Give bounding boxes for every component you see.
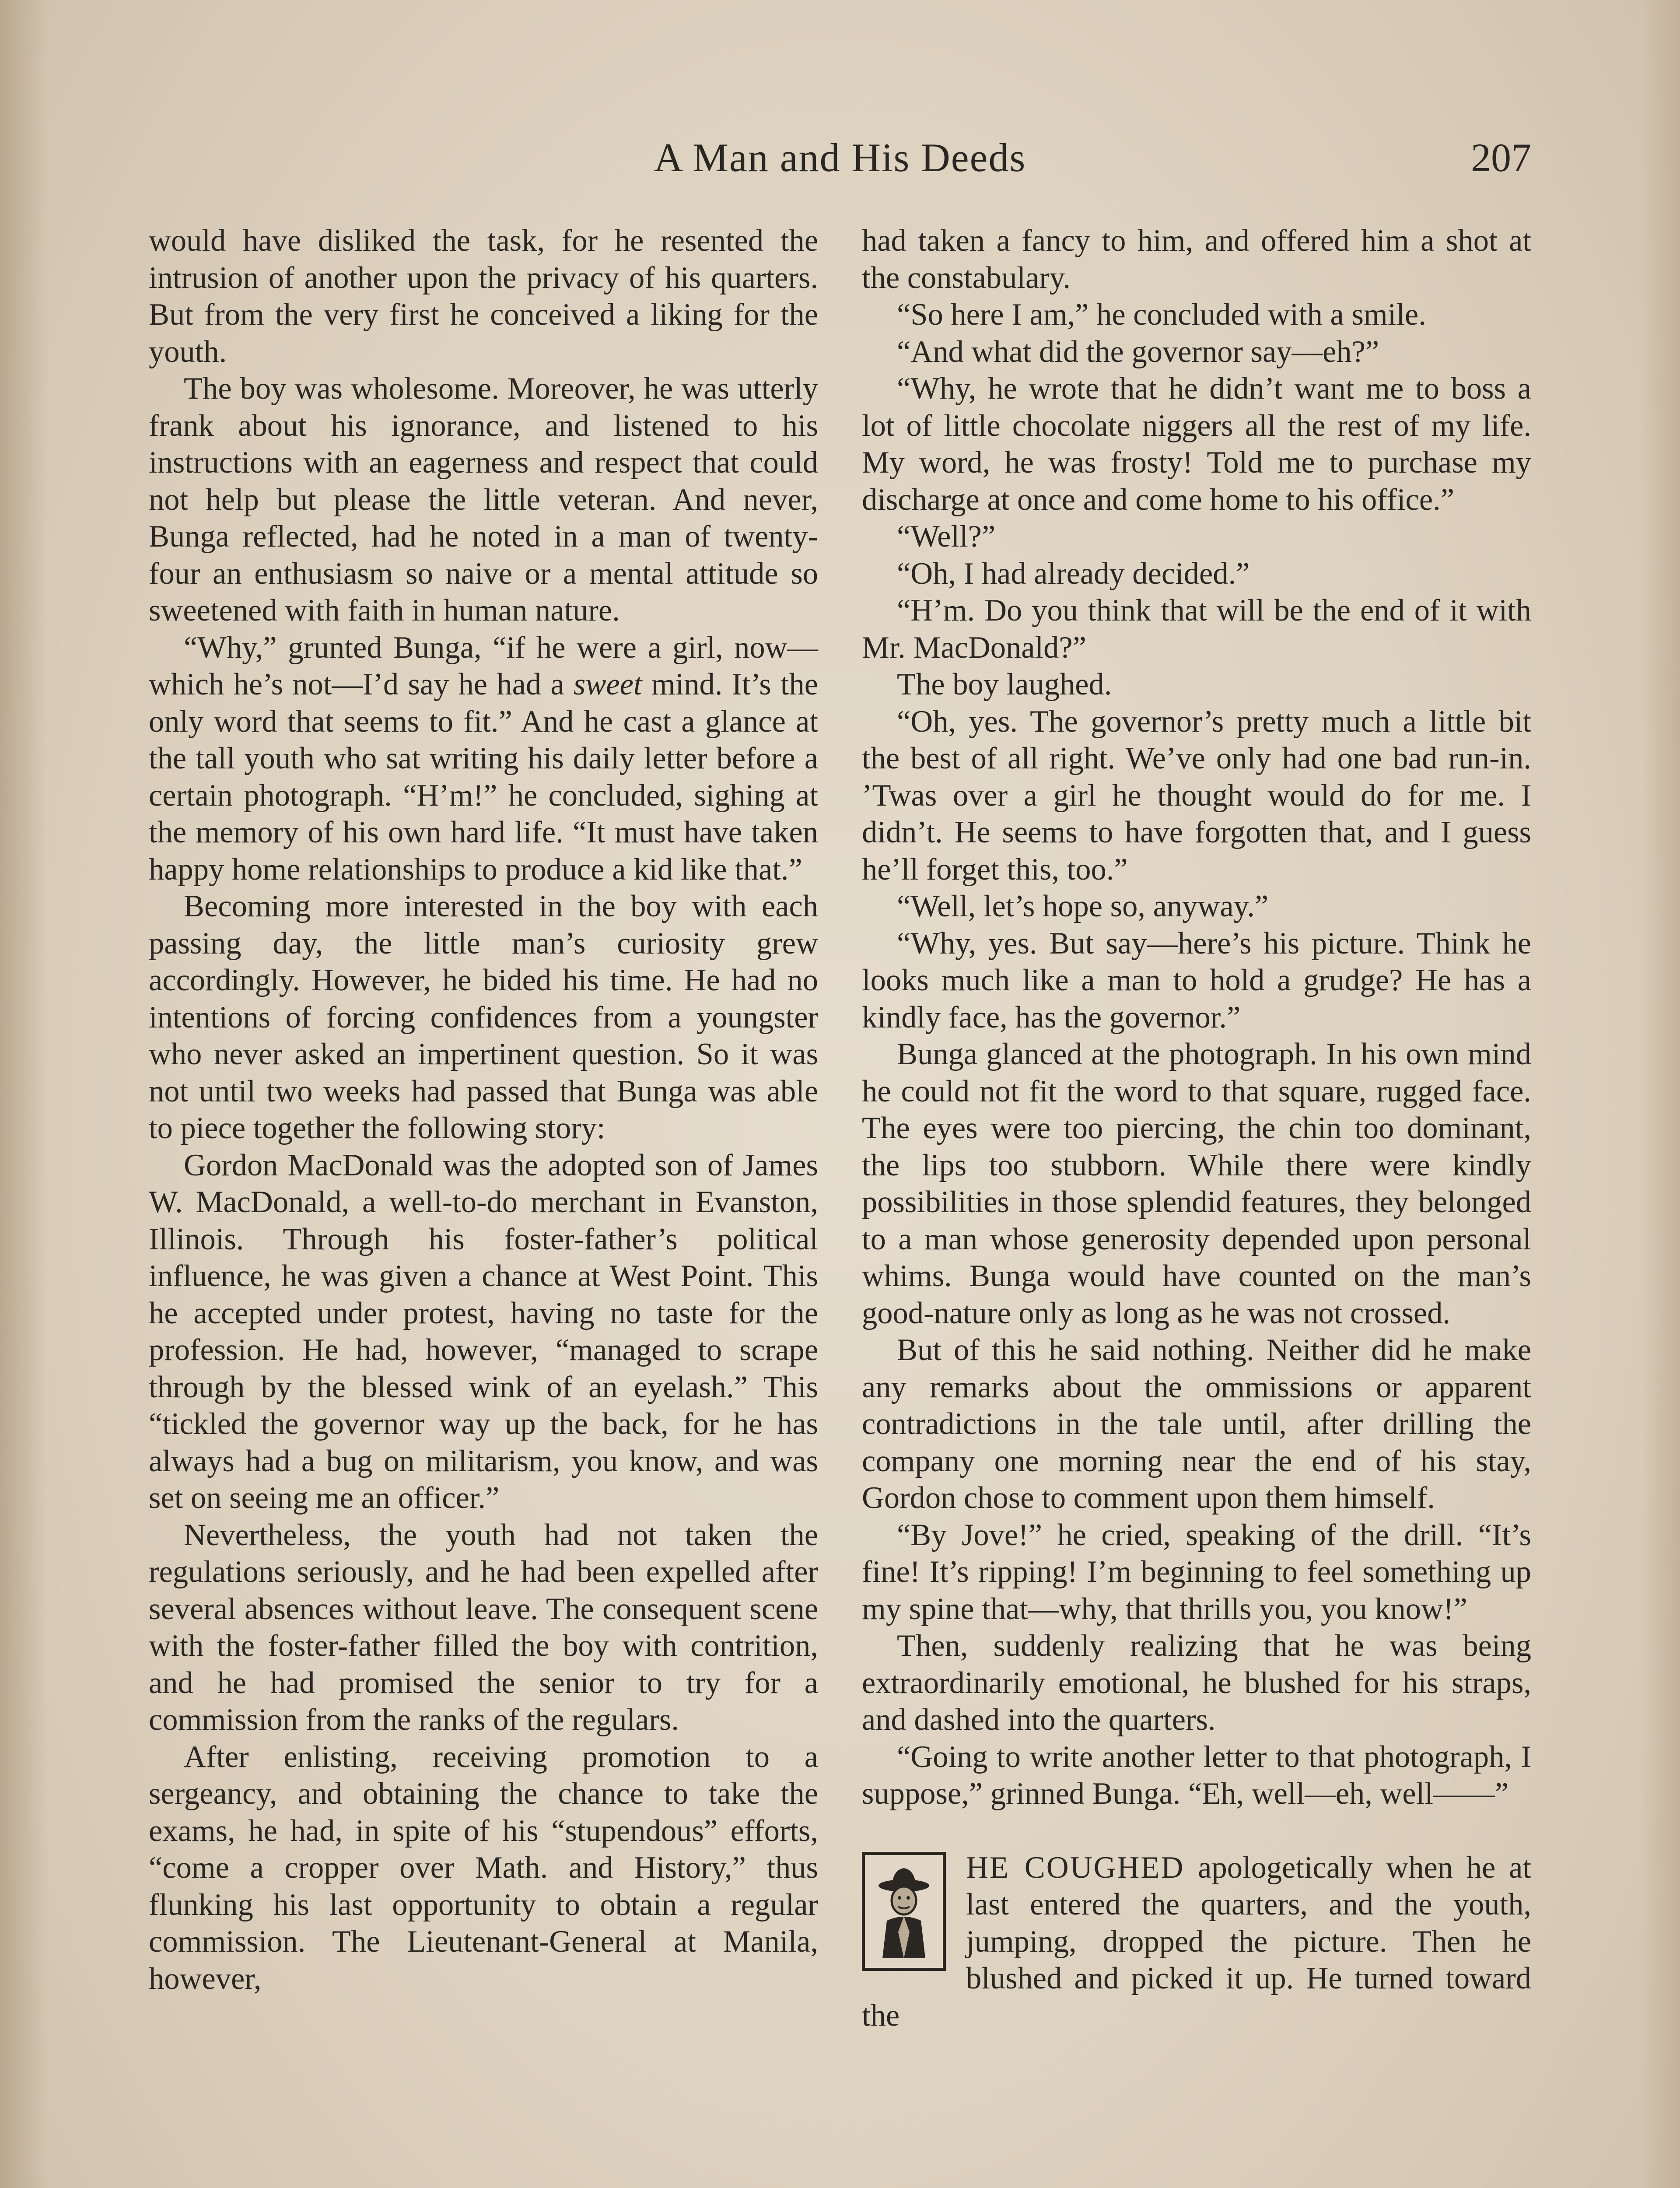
paragraph <box>862 1849 1531 2034</box>
paragraph-text: mind. It’s the only word that seems to fit.” And he cast a glance at the tall youth who sat writing his daily letter before a certain photograph. “H’m!” he concluded, sighing at the memory of his own hard life. “It must have taken happy home relationships to produce a kid like that.” <box>149 667 818 887</box>
paragraph: Nevertheless, the youth had not taken the regulations seriously, and he had been expelled after several absences without leave. The consequent scene with the foster-father filled the boy with contrition, and he had promised the senior to try for a commission from the ranks of the regulars. <box>149 1518 818 1737</box>
paragraph: Bunga glanced at the photograph. In his own mind he could not fit the word to that square, rugged face. The eyes were too piercing, the chin too dominant, the lips too stubborn. While there were kindly possibilities in those splendid features, they belonged to a man whose generosity depended upon personal whims. Bunga would have counted on the man’s good-nature only as long as he was not crossed. <box>862 1037 1531 1330</box>
paragraph-text: apologetically when he at last entered the quarters, and the youth, jumping, dropped the picture. Then he blushed and picked it up. He turned toward the <box>862 1850 1531 2033</box>
emphasis-text: sweet <box>573 667 642 701</box>
paragraph: “Well, let’s hope so, anyway.” <box>897 889 1269 923</box>
paragraph: “By Jove!” he cried, speaking of the drill. “It’s fine! It’s ripping! I’m beginning to feel something up my spine that—why, that thrills you, you know!” <box>862 1518 1531 1626</box>
paragraph: “Why, he wrote that he didn’t want me to boss a lot of little chocolate niggers all the rest of my life. My word, he was frosty! Told me to purchase my discharge at once and come home to his office.” <box>862 372 1531 517</box>
running-title: A Man and His Deeds <box>654 135 1026 180</box>
paragraph: “Why, yes. But say—here’s his picture. Think he looks much like a man to hold a grudge? He has a kindly face, has the governor.” <box>862 926 1531 1034</box>
right-column <box>862 222 1531 2034</box>
page-shadow-left <box>0 0 48 2188</box>
paragraph: “H’m. Do you think that will be the end of it with Mr. MacDonald?” <box>862 593 1531 665</box>
paragraph: “And what did the governor say—eh?” <box>897 334 1379 369</box>
paragraph: had taken a fancy to him, and offered him a shot at the constabulary. <box>862 224 1531 295</box>
left-column <box>149 222 818 1997</box>
paragraph: The boy was wholesome. Moreover, he was utterly frank about his ignorance, and listened to his instructions with an eagerness and respect that could not help but please the little veteran. And never, Bunga reflected, had he noted in a man of twenty-four an enthusiasm so naive or a mental attitude so sweetened with faith in human nature. <box>149 372 818 628</box>
paragraph: “Oh, I had already decided.” <box>897 556 1250 591</box>
paragraph: After enlisting, receiving promotion to a sergeancy, and obtaining the chance to take the exams, he had, in spite of his “stupendous” efforts, “come a cropper over Math. and History,” thus flunking his last opportunity to obtain a regular commission. The Lieutenant-General at Manila, however, <box>149 1739 818 1996</box>
paragraph: “Going to write another letter to that photograph, I suppose,” grinned Bunga. “Eh, well—eh, well——” <box>862 1739 1531 1811</box>
paragraph-text: “Why,” grunted Bunga, “if he were a girl, now—which he’s not—I’d say he had a <box>149 630 818 701</box>
cowboy-vignette-icon <box>862 1852 946 1971</box>
paragraph: Becoming more interested in the boy with each passing day, the little man’s curiosity grew accordingly. However, he bided his time. He had no intentions of forcing confidences from a youngster who never asked an impertinent question. So it was not until two weeks had passed that Bunga was able to piece together the following story: <box>149 889 818 1145</box>
paragraph: “Well?” <box>897 519 996 554</box>
running-header <box>149 131 1531 184</box>
page-shadow-right <box>1641 0 1680 2188</box>
paragraph: would have disliked the task, for he resented the intrusion of another upon the privacy of his quarters. But from the very first he conceived a liking for the youth. <box>149 224 818 369</box>
lead-in-text: HE COUGHED <box>966 1850 1185 1885</box>
paragraph: “So here I am,” he concluded with a smile. <box>897 298 1426 332</box>
paragraph: Gordon MacDonald was the adopted son of James W. MacDonald, a well-to-do merchant in Evanston, Illinois. Through his foster-father’s political influence, he was given a chance at West Point. This he accepted under protest, having no taste for the profession. He had, however, “managed to scrape through by the blessed wink of an eyelash.” This “tickled the governor way up the back, for he has always had a bug on militarism, you know, and was set on seeing me an officer.” <box>149 1148 818 1515</box>
page-number: 207 <box>1471 135 1531 180</box>
paragraph: The boy laughed. <box>897 667 1112 701</box>
paragraph <box>149 629 818 888</box>
section-opening <box>862 1849 1531 2034</box>
paragraph: Then, suddenly realizing that he was being extraordinarily emotional, he blushed for his straps, and dashed into the quarters. <box>862 1629 1531 1737</box>
paragraph: But of this he said nothing. Neither did he make any remarks about the ommissions or apparent contradictions in the tale until, after drilling the company one morning near the end of his stay, Gordon chose to comment upon them himself. <box>862 1333 1531 1515</box>
paragraph: “Oh, yes. The governor’s pretty much a little bit the best of all right. We’ve only had one bad run-in. ’Twas over a girl he thought would do for me. I didn’t. He seems to have forgotten that, and I guess he’ll forget this, too.” <box>862 704 1531 887</box>
